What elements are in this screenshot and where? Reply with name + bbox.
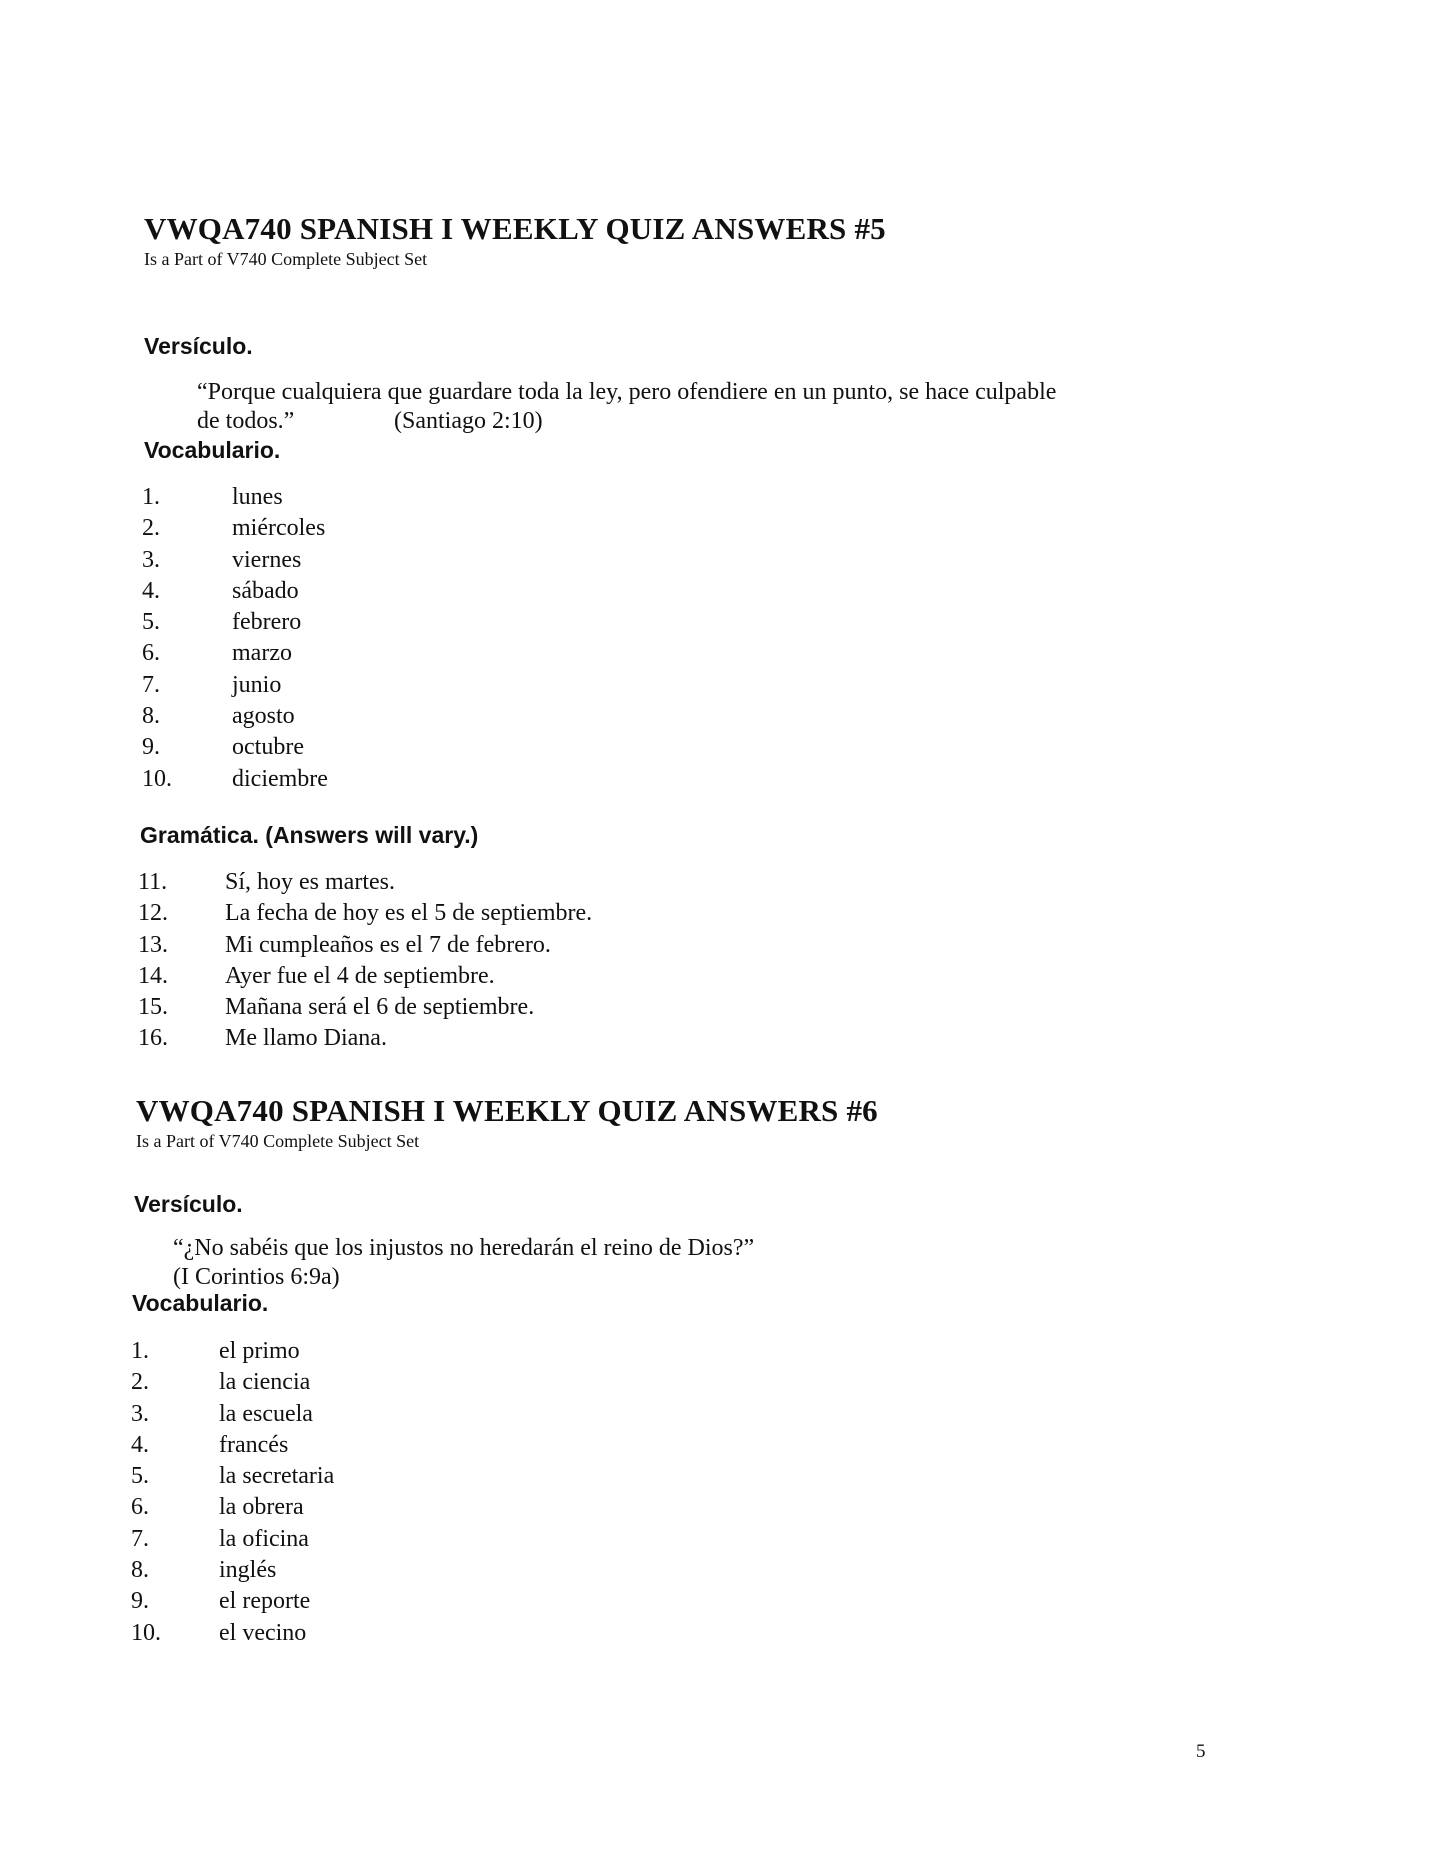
item-answer: el reporte [219,1588,311,1615]
item-answer: Ayer fue el 4 de septiembre. [225,962,495,989]
list-item [131,1430,531,1461]
item-answer: febrero [232,609,302,636]
quiz5-verse-line2: de todos.” [197,408,295,434]
page-number: 5 [1196,1741,1206,1762]
quiz5-gramatica-list [138,867,838,1055]
item-answer: junio [232,671,282,698]
list-item [142,513,542,544]
item-number: 7. [131,1525,149,1552]
item-number: 5. [131,1463,149,1490]
quiz5-vocabulario-list [142,482,542,795]
list-item [142,638,542,669]
list-item [138,961,838,992]
item-number: 7. [142,671,160,698]
list-item [131,1492,531,1523]
item-answer: diciembre [232,765,328,792]
quiz6-title: VWQA740 SPANISH I WEEKLY QUIZ ANSWERS #6 [136,1093,878,1128]
item-number: 2. [142,515,160,542]
quiz5-verse-line1: “Porque cualquiera que guardare toda la ley, pero ofendiere en un punto, se hace culpable [197,379,1057,405]
item-number: 1. [131,1338,149,1364]
item-answer: la oficina [219,1525,309,1552]
item-answer: la ciencia [219,1369,311,1396]
list-item [142,576,542,607]
item-answer: Me llamo Diana. [225,1025,387,1052]
list-item [138,930,838,961]
list-item [131,1367,531,1398]
list-item [138,898,838,929]
quiz5-subtitle: Is a Part of V740 Complete Subject Set [144,249,428,269]
quiz6-vocabulario-heading: Vocabulario. [132,1290,269,1316]
list-item [131,1555,531,1586]
list-item [138,992,838,1023]
quiz5-versiculo-heading: Versículo. [144,333,253,359]
item-number: 4. [142,577,160,604]
item-number: 8. [142,703,160,730]
item-answer: la secretaria [219,1463,335,1490]
item-number: 9. [142,734,160,761]
list-item [131,1524,531,1555]
item-answer: el primo [219,1338,300,1364]
item-answer: octubre [232,734,304,761]
item-number: 3. [131,1400,149,1427]
item-number: 8. [131,1557,149,1584]
list-item [142,607,542,638]
list-item [142,701,542,732]
item-answer: miércoles [232,515,326,542]
item-answer: inglés [219,1557,277,1584]
quiz6-verse-line1: “¿No sabéis que los injustos no heredarán el reino de Dios?” [173,1235,755,1261]
list-item [138,1023,838,1054]
quiz5-vocabulario-heading: Vocabulario. [144,437,281,463]
list-item [142,732,542,763]
item-number: 2. [131,1369,149,1396]
item-answer: lunes [232,484,283,510]
quiz6-versiculo-heading: Versículo. [134,1191,243,1217]
item-answer: la obrera [219,1494,304,1521]
quiz5-gramatica-heading: Gramática. (Answers will vary.) [140,822,479,848]
list-item [131,1586,531,1617]
item-number: 6. [142,640,160,667]
item-number: 14. [138,962,168,989]
item-number: 13. [138,931,168,958]
list-item [142,545,542,576]
item-answer: marzo [232,640,292,667]
quiz6-verse-reference: (I Corintios 6:9a) [173,1264,340,1290]
item-answer: el vecino [219,1619,307,1646]
item-answer: sábado [232,577,299,604]
item-number: 3. [142,546,160,573]
quiz5-verse-reference: (Santiago 2:10) [394,408,543,434]
list-item [131,1461,531,1492]
item-number: 6. [131,1494,149,1521]
item-number: 1. [142,484,160,510]
quiz6-subtitle: Is a Part of V740 Complete Subject Set [136,1131,420,1151]
item-number: 10. [131,1619,161,1646]
item-number: 9. [131,1588,149,1615]
item-answer: Mi cumpleaños es el 7 de febrero. [225,931,551,958]
item-number: 15. [138,994,168,1021]
item-number: 11. [138,869,168,895]
quiz6-vocabulario-list [131,1336,531,1649]
list-item [138,867,838,898]
item-answer: La fecha de hoy es el 5 de septiembre. [225,900,593,927]
item-number: 5. [142,609,160,636]
item-number: 4. [131,1431,149,1458]
item-number: 12. [138,900,168,927]
list-item [131,1336,531,1367]
item-answer: la escuela [219,1400,313,1427]
item-number: 16. [138,1025,168,1052]
item-answer: viernes [232,546,302,573]
item-answer: agosto [232,703,295,730]
item-answer: francés [219,1431,289,1458]
list-item [131,1618,531,1649]
list-item [142,764,542,795]
item-number: 10. [142,765,172,792]
item-answer: Sí, hoy es martes. [225,869,395,895]
list-item [131,1399,531,1430]
list-item [142,670,542,701]
item-answer: Mañana será el 6 de septiembre. [225,994,535,1021]
quiz5-title: VWQA740 SPANISH I WEEKLY QUIZ ANSWERS #5 [144,211,886,246]
list-item [142,482,542,513]
